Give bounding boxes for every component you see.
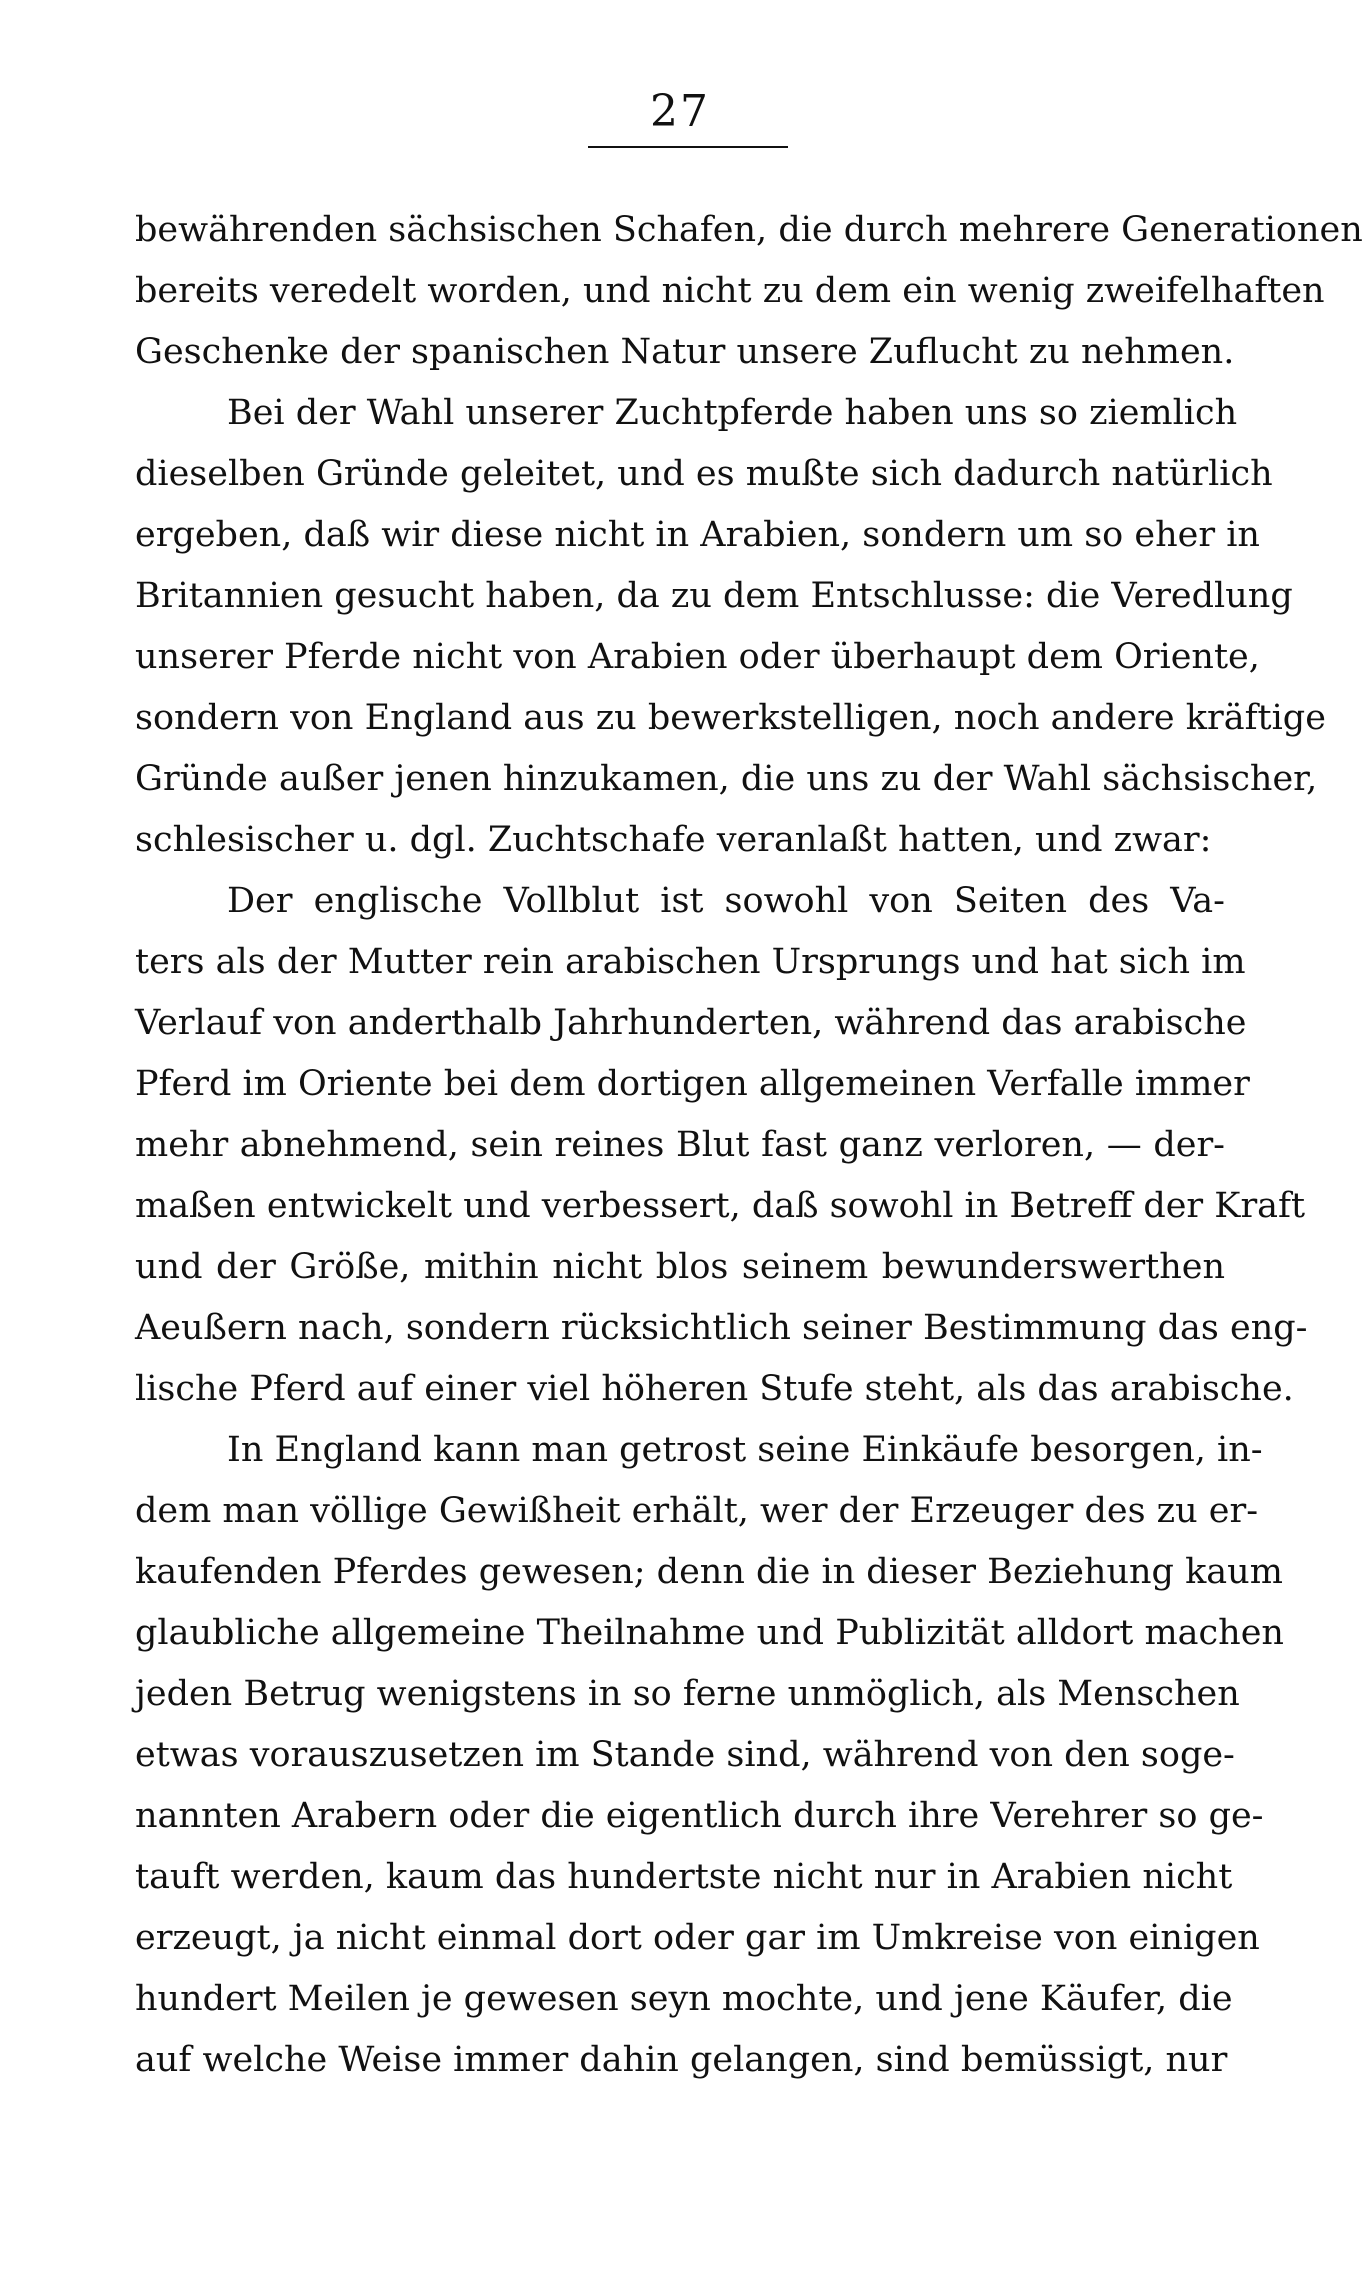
- body-text: [135, 200, 1363, 2091]
- text-line: sondern von England aus zu bewerkstelligen, noch andere kräftige: [135, 698, 1326, 738]
- text-line: Pferd im Oriente bei dem dortigen allgemeinen Verfalle immer: [135, 1064, 1250, 1104]
- text-line: lische Pferd auf einer viel höheren Stufe steht, als das arabische.: [135, 1369, 1294, 1409]
- text-line: auf welche Weise immer dahin gelangen, sind bemüssigt, nur: [135, 2040, 1228, 2080]
- text-line: Aeußern nach, sondern rücksichtlich seiner Bestimmung das eng-: [135, 1308, 1308, 1348]
- text-line: schlesischer u. dgl. Zuchtschafe veranlaßt hatten, und zwar:: [135, 820, 1212, 860]
- text-line: ergeben, daß wir diese nicht in Arabien, sondern um so eher in: [135, 515, 1260, 555]
- text-line: erzeugt, ja nicht einmal dort oder gar im Umkreise von einigen: [135, 1918, 1260, 1958]
- text-line: glaubliche allgemeine Theilnahme und Publizität alldort machen: [135, 1613, 1284, 1653]
- text-line: Bei der Wahl unserer Zuchtpferde haben uns so ziemlich: [227, 393, 1238, 433]
- text-line: Der englische Vollblut ist sowohl von Seiten des Va-: [227, 881, 1225, 921]
- text-line: Britannien gesucht haben, da zu dem Entschlusse: die Veredlung: [135, 576, 1293, 616]
- text-line: In England kann man getrost seine Einkäufe besorgen, in-: [227, 1430, 1263, 1470]
- text-line: bewährenden sächsischen Schafen, die durch mehrere Generationen: [135, 210, 1363, 250]
- text-line: tauft werden, kaum das hundertste nicht nur in Arabien nicht: [135, 1857, 1233, 1897]
- text-line: etwas vorauszusetzen im Stande sind, während von den soge-: [135, 1735, 1235, 1775]
- header-rule: [588, 146, 788, 148]
- text-line: Gründe außer jenen hinzukamen, die uns zu der Wahl sächsischer,: [135, 759, 1318, 799]
- text-line: unserer Pferde nicht von Arabien oder überhaupt dem Oriente,: [135, 637, 1260, 677]
- text-line: hundert Meilen je gewesen seyn mochte, und jene Käufer, die: [135, 1979, 1233, 2019]
- text-line: Geschenke der spanischen Natur unsere Zuflucht zu nehmen.: [135, 332, 1235, 372]
- text-line: und der Größe, mithin nicht blos seinem bewunderswerthen: [135, 1247, 1225, 1287]
- text-line: kaufenden Pferdes gewesen; denn die in dieser Beziehung kaum: [135, 1552, 1283, 1592]
- page-number: 27: [650, 86, 710, 137]
- text-line: bereits veredelt worden, und nicht zu dem ein wenig zweifelhaften: [135, 271, 1325, 311]
- text-line: maßen entwickelt und verbessert, daß sowohl in Betreff der Kraft: [135, 1186, 1306, 1226]
- text-line: jeden Betrug wenigstens in so ferne unmöglich, als Menschen: [135, 1674, 1240, 1714]
- text-line: ters als der Mutter rein arabischen Ursprungs und hat sich im: [135, 942, 1246, 982]
- text-line: nannten Arabern oder die eigentlich durch ihre Verehrer so ge-: [135, 1796, 1264, 1836]
- text-line: mehr abnehmend, sein reines Blut fast ganz verloren, — der-: [135, 1125, 1225, 1165]
- text-line: dem man völlige Gewißheit erhält, wer der Erzeuger des zu er-: [135, 1491, 1259, 1531]
- text-line: dieselben Gründe geleitet, und es mußte sich dadurch natürlich: [135, 454, 1273, 494]
- text-line: Verlauf von anderthalb Jahrhunderten, während das arabische: [135, 1003, 1247, 1043]
